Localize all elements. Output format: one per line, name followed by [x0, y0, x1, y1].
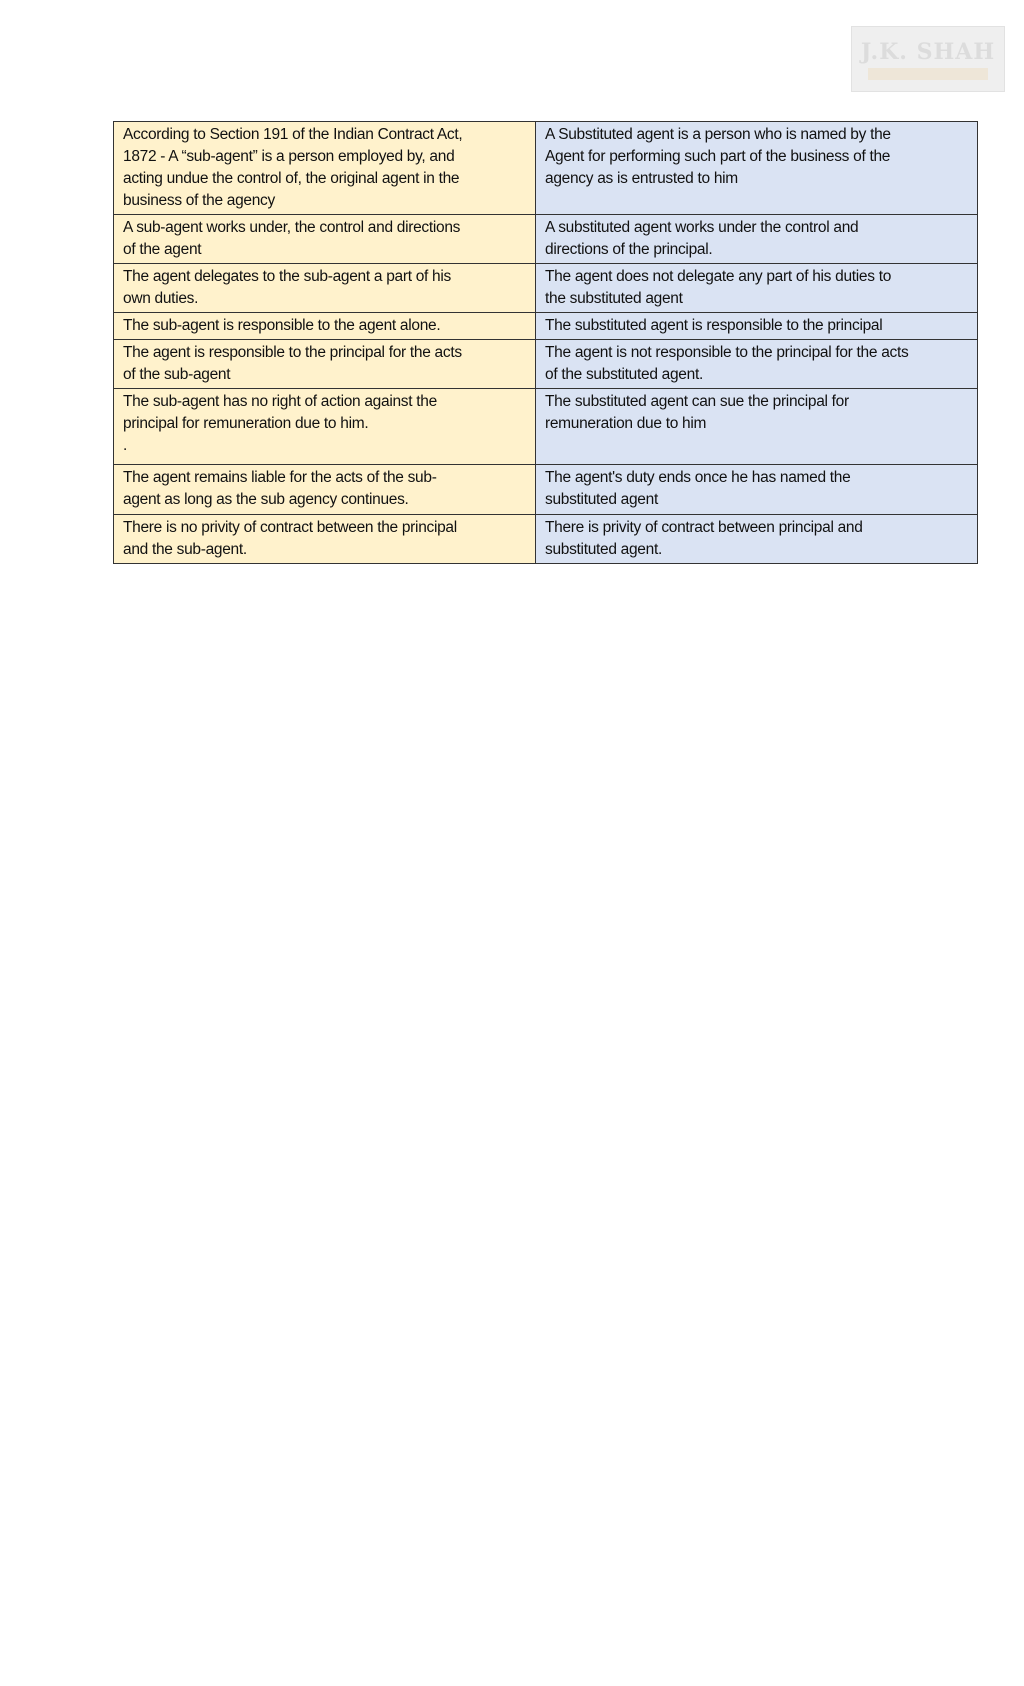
cell-line: substituted agent.: [545, 541, 662, 558]
cell-line: remuneration due to him: [545, 415, 707, 432]
sub-agent-cell: [114, 215, 536, 264]
substituted-agent-cell: [536, 264, 978, 313]
sub-agent-cell: [114, 465, 536, 515]
cell-line: directions of the principal.: [545, 241, 713, 258]
cell-line: The agent does not delegate any part of his duties to: [545, 268, 892, 285]
cell-line: acting undue the control of, the original agent in the: [123, 170, 460, 187]
logo-subtitle-band: [868, 68, 988, 80]
cell-line: principal for remuneration due to him.: [123, 415, 369, 432]
substituted-agent-cell: [536, 340, 978, 389]
cell-line: of the agent: [123, 241, 202, 258]
sub-agent-cell: [114, 313, 536, 340]
substituted-agent-cell: [536, 313, 978, 340]
substituted-agent-cell: [536, 515, 978, 564]
cell-line: .: [123, 437, 128, 454]
cell-line: agent as long as the sub agency continues.: [123, 491, 409, 508]
table-row: [114, 465, 978, 515]
cell-line: There is privity of contract between principal and: [545, 519, 863, 536]
sub-agent-cell: [114, 264, 536, 313]
substituted-agent-cell: [536, 389, 978, 465]
cell-line: business of the agency: [123, 192, 275, 209]
substituted-agent-cell: [536, 122, 978, 215]
cell-line: agency as is entrusted to him: [545, 170, 738, 187]
table-row: [114, 264, 978, 313]
cell-line: There is no privity of contract between the principal: [123, 519, 457, 536]
cell-line: A sub-agent works under, the control and directions: [123, 219, 461, 236]
cell-line: 1872 - A “sub-agent” is a person employed by, and: [123, 148, 455, 165]
table-row: [114, 340, 978, 389]
substituted-agent-cell: [536, 215, 978, 264]
cell-line: The substituted agent is responsible to the principal: [545, 317, 883, 334]
cell-line: of the substituted agent.: [545, 366, 703, 383]
sub-agent-cell: [114, 340, 536, 389]
sub-agent-cell: [114, 389, 536, 465]
cell-line: The agent is responsible to the principal for the acts: [123, 344, 462, 361]
sub-agent-cell: [114, 515, 536, 564]
cell-line: and the sub-agent.: [123, 541, 247, 558]
cell-line: The sub-agent is responsible to the agent alone.: [123, 317, 441, 334]
comparison-table: [113, 121, 978, 564]
table-row: [114, 515, 978, 564]
cell-line: The agent's duty ends once he has named the: [545, 469, 851, 486]
table-row: [114, 122, 978, 215]
table-row: [114, 313, 978, 340]
cell-line: the substituted agent: [545, 290, 683, 307]
cell-line: The agent remains liable for the acts of the sub-: [123, 469, 437, 486]
table-row: [114, 215, 978, 264]
cell-line: The sub-agent has no right of action against the: [123, 393, 437, 410]
cell-line: A substituted agent works under the control and: [545, 219, 859, 236]
cell-line: The agent delegates to the sub-agent a part of his: [123, 268, 451, 285]
cell-line: of the sub-agent: [123, 366, 231, 383]
cell-line: Agent for performing such part of the business of the: [545, 148, 891, 165]
cell-line: own duties.: [123, 290, 199, 307]
cell-line: The substituted agent can sue the principal for: [545, 393, 849, 410]
table-row: [114, 389, 978, 465]
logo-watermark: [851, 26, 1005, 92]
cell-line: A Substituted agent is a person who is named by the: [545, 126, 891, 143]
sub-agent-cell: [114, 122, 536, 215]
logo-text: J.K. SHAH: [860, 38, 996, 65]
cell-line: The agent is not responsible to the principal for the acts: [545, 344, 909, 361]
cell-line: substituted agent: [545, 491, 658, 508]
substituted-agent-cell: [536, 465, 978, 515]
cell-line: According to Section 191 of the Indian Contract Act,: [123, 126, 463, 143]
